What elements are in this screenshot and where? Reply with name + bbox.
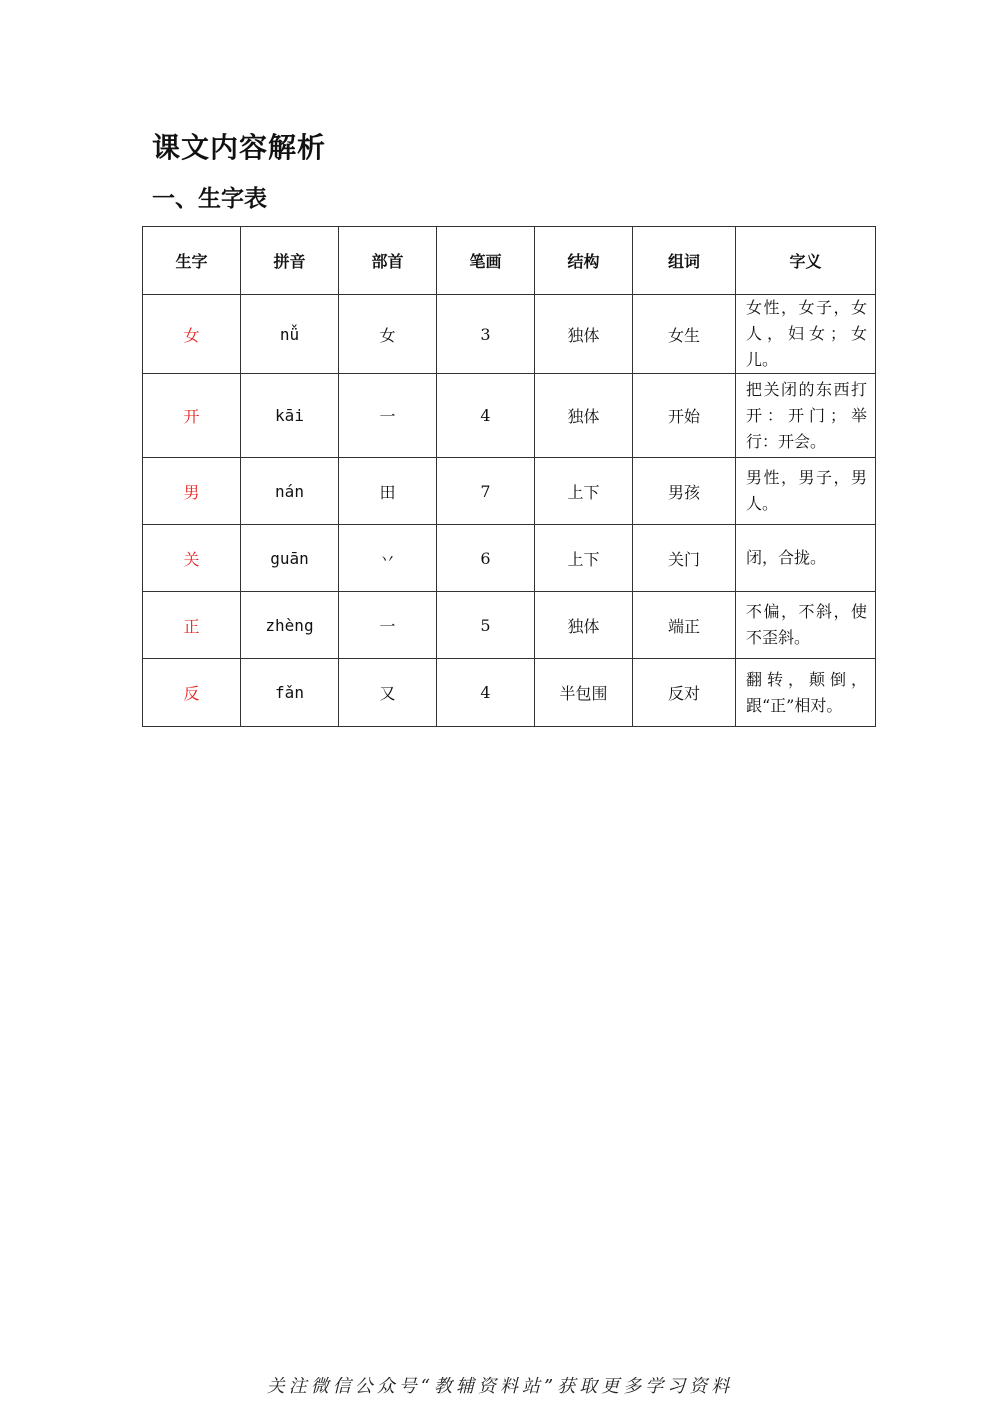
section-title: 一、生字表: [152, 186, 267, 212]
strokes-cell: 6: [437, 525, 535, 592]
structure-cell: 独体: [535, 374, 633, 458]
header-word: 组词: [633, 227, 736, 295]
word-cell: 反对: [633, 659, 736, 727]
radical-cell: 又: [339, 659, 437, 727]
strokes-cell: 4: [437, 374, 535, 458]
pinyin-cell: fǎn: [241, 659, 339, 727]
header-radical: 部首: [339, 227, 437, 295]
char-cell: 开: [143, 374, 241, 458]
header-strokes: 笔画: [437, 227, 535, 295]
header-char: 生字: [143, 227, 241, 295]
page-title: 课文内容解析: [152, 131, 327, 164]
table-row: [143, 525, 876, 592]
radical-cell: 一: [339, 592, 437, 659]
radical-cell: 一: [339, 374, 437, 458]
char-table: [142, 226, 876, 727]
strokes-cell: 3: [437, 295, 535, 374]
header-meaning: 字义: [736, 227, 876, 295]
meaning-cell: 把关闭的东西打开：开门；举行：开会。: [736, 374, 876, 458]
strokes-cell: 7: [437, 458, 535, 525]
char-cell: 关: [143, 525, 241, 592]
word-cell: 男孩: [633, 458, 736, 525]
structure-cell: 上下: [535, 458, 633, 525]
pinyin-cell: zhèng: [241, 592, 339, 659]
meaning-cell: 男性，男子，男人。: [736, 458, 876, 525]
radical-cell: 田: [339, 458, 437, 525]
meaning-cell: 不偏，不斜，使不歪斜。: [736, 592, 876, 659]
word-cell: 女生: [633, 295, 736, 374]
char-cell: 女: [143, 295, 241, 374]
pinyin-cell: guān: [241, 525, 339, 592]
table-row: [143, 374, 876, 458]
meaning-cell: 闭，合拢。: [736, 525, 876, 592]
meaning-cell: 翻转，颠倒，跟“正”相对。: [736, 659, 876, 727]
strokes-cell: 5: [437, 592, 535, 659]
meaning-cell: 女性，女子，女人，妇女；女儿。: [736, 295, 876, 374]
table-row: [143, 458, 876, 525]
structure-cell: 半包围: [535, 659, 633, 727]
structure-cell: 独体: [535, 295, 633, 374]
structure-cell: 上下: [535, 525, 633, 592]
structure-cell: 独体: [535, 592, 633, 659]
char-cell: 男: [143, 458, 241, 525]
table-row: [143, 659, 876, 727]
char-cell: 反: [143, 659, 241, 727]
footer-note: 关注微信公众号“教辅资料站”获取更多学习资料: [266, 1376, 734, 1397]
char-cell: 正: [143, 592, 241, 659]
word-cell: 端正: [633, 592, 736, 659]
radical-cell: 丷: [339, 525, 437, 592]
word-cell: 关门: [633, 525, 736, 592]
pinyin-cell: nán: [241, 458, 339, 525]
table-row: [143, 592, 876, 659]
pinyin-cell: kāi: [241, 374, 339, 458]
table-header-row: [143, 227, 876, 295]
radical-cell: 女: [339, 295, 437, 374]
header-pinyin: 拼音: [241, 227, 339, 295]
strokes-cell: 4: [437, 659, 535, 727]
header-structure: 结构: [535, 227, 633, 295]
table-row: [143, 295, 876, 374]
pinyin-cell: nǚ: [241, 295, 339, 374]
word-cell: 开始: [633, 374, 736, 458]
